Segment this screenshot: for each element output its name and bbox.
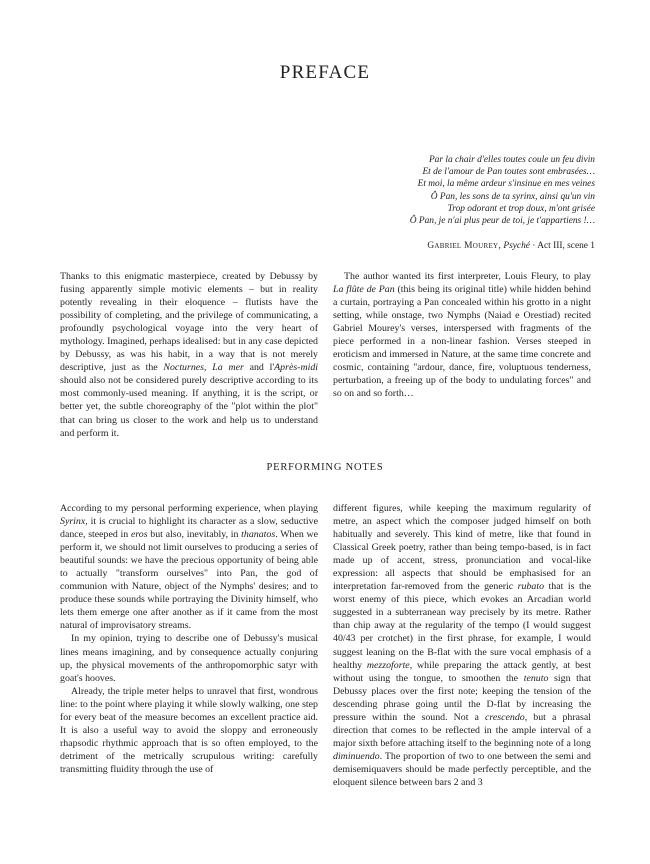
- page-title: PREFACE: [279, 62, 371, 83]
- section-heading: PERFORMING NOTES: [266, 462, 384, 473]
- attribution-work: Psyché: [503, 241, 530, 251]
- epigraph-poem: [410, 154, 595, 227]
- epigraph-line: Ô Pan, les sons de ta syrinx, ainsi qu'un vin: [430, 191, 595, 202]
- notes-paragraph: Already, the triple meter helps to unravel that first, wondrous line: to the point where playing it while slowly walking, one step for every beat of the measure becomes an excellent practice aid. It is also a useful way to avoid the sloppy and erroneously rhapsodic rhythmic approach that is so often employed, to the detriment of the metrically scrupulous writing: carefully transmitting fluidity through the use of: [60, 685, 318, 775]
- intro-column-right: [333, 270, 591, 400]
- attribution-author: Gabriel Mourey,: [427, 241, 502, 251]
- epigraph-line: Ô Pan, je n'ai plus peur de toi, je t'appartiens !…: [409, 216, 595, 227]
- notes-paragraph: different figures, while keeping the maximum regularity of metre, an aspect which the composer judged himself on both habitually and severely. This kind of metre, like that found in Classical Greek poetry, rather than being tempo-based, is in fact made up of accent, stress, pronunciation and vocal-like expression: all aspects that should be emphasised for an interpretation far-removed from the generic rubato that is the worst enemy of this piece, which evokes an Arcadian world suggested in a subterranean way precisely by its metre. Rather than chip away at the regularity of the tempo (I would suggest 40/43 per crotchet) in the first phrase, for example, I would suggest leaning on the B-flat with the sure vocal emphasis of a healthy mezzoforte, while preparing the attack gently, at best without using the tongue, to smoothen the tenuto sign that Debussy places over the first note; keeping the tension of the descending phrase going until the D-flat by increasing the pressure within the sound. Not a crescendo, but a phrasal direction that comes to be reflected in the ample interval of a major sixth before attaching itself to the beginning note of a long diminuendo. The proportion of two to one between the semi and demisemiquavers should be made perfectly perceptible, and the eloquent silence between bars 2 and 3: [333, 503, 592, 788]
- notes-paragraph: According to my personal performing experience, when playing Syrinx, it is crucial to highlight its character as a slow, seductive dance, steeped in eros but also, inevitably, in thanatos. When we perform it, we should not limit ourselves to producing a series of beautiful sounds: we have the precious opportunity of being able to actually "transform ourselves" into Pan, the god of communion with Nature, object of the Nymphs' desires; and to produce these sounds while portraying the Divinity himself, who lets them emerge one after another as if it came from the most natural of improvisatory streams.: [60, 503, 318, 632]
- intro-paragraph: The author wanted its first interpreter, Louis Fleury, to play La flûte de Pan (this being its original title) while hidden behind a curtain, portraying a Pan concealed within his grotto in a night setting, while onstage, two Nymphs (Naiad e Orestiad) recited Gabriel Mourey's verses, interspersed with fragments of the piece performed in a non-linear fashion. Verses steeped in eroticism and immersed in Nature, at the same time concrete and cosmic, containing "ardour, dance, fire, voluptuous tenderness, perturbation, a freeing up of the body to undulating forces" and so on and so forth…: [333, 271, 591, 400]
- epigraph-line: Trop odorant et trop doux, m'ont grisée: [447, 203, 595, 214]
- notes-column-left: [60, 502, 318, 776]
- epigraph-line: Par la chair d'elles toutes coule un feu divin: [428, 155, 595, 165]
- attribution-source: · Act III, scene 1: [529, 241, 595, 251]
- notes-paragraph: In my opinion, trying to describe one of Debussy's musical lines means imagining, and by consequence actually conjuring up, the physical movements of the anthropomorphic satyr with goat's hooves.: [60, 633, 318, 684]
- intro-column-left: [60, 270, 318, 440]
- epigraph-attribution: [427, 241, 595, 251]
- intro-paragraph: Thanks to this enigmatic masterpiece, created by Debussy by fusing apparently simple motivic elements – but in reality potently revealing in their eloquence – flutists have the possibility of completing, and the privilege of communicating, a profoundly psychological voyage into the very heart of mythology. Imagined, perhaps idealised: but in any case depicted by Debussy, as was his habit, in a way that is not merely descriptive, just as the Nocturnes, La mer and l'Après-midi should also not be considered purely descriptive according to its most commonly-used meaning. If anything, it is the script, or better yet, the subtle choreography of the "plot within the plot" that can bring us closer to the work and help us to understand and perform it.: [60, 271, 319, 439]
- epigraph-line: Et de l'amour de Pan toutes sont embrasées…: [422, 167, 595, 178]
- epigraph-line: Et moi, la même ardeur s'insinue en mes veines: [417, 179, 595, 190]
- notes-column-right: [333, 502, 591, 789]
